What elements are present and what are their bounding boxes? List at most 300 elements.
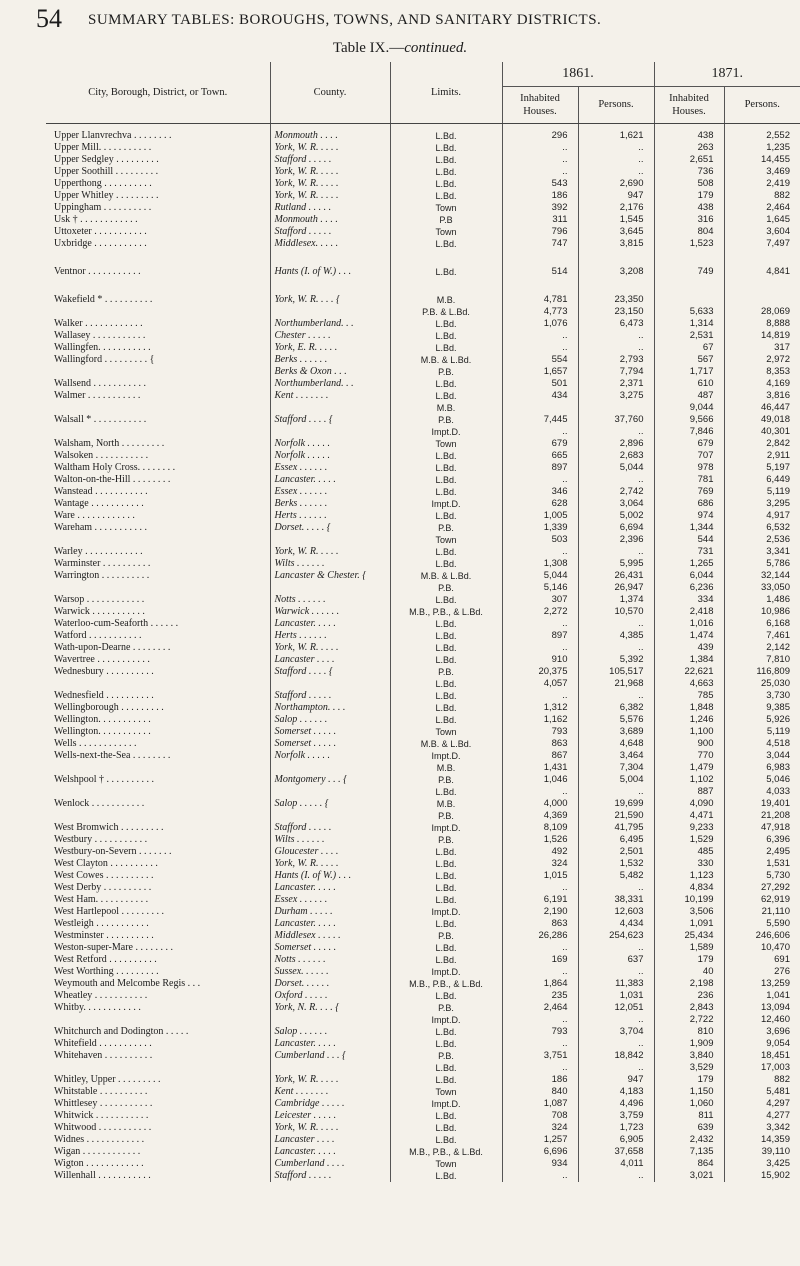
persons-1861-cell: 2,742	[578, 486, 654, 498]
empty-cell	[270, 250, 390, 266]
houses-1861-cell: ..	[502, 474, 578, 486]
place-cell: Willenhall . . . . . . . . . . .	[54, 1170, 151, 1181]
place-cell: Wednesbury . . . . . . . . . .	[54, 666, 154, 677]
houses-1871-cell: 731	[654, 546, 724, 558]
persons-1871-cell: 6,396	[724, 834, 800, 846]
persons-1861-cell: 2,176	[578, 202, 654, 214]
limits-cell: M.B., P.B., & L.Bd.	[390, 978, 502, 990]
persons-1871-cell: 49,018	[724, 414, 800, 426]
houses-1871-cell: 4,471	[654, 810, 724, 822]
county-cell: Lancaster. . . . .	[270, 1038, 390, 1050]
place-cell: Walsoken . . . . . . . . . . .	[54, 450, 149, 461]
houses-1871-cell: 330	[654, 858, 724, 870]
place-cell: Wantage . . . . . . . . . . .	[54, 498, 144, 509]
houses-1871-cell: 679	[654, 438, 724, 450]
table-row	[46, 990, 800, 1002]
limits-cell: Town	[390, 534, 502, 546]
table-row	[46, 1098, 800, 1110]
persons-1861-cell: ..	[578, 966, 654, 978]
houses-1871-cell: 1,384	[654, 654, 724, 666]
limits-cell: L.Bd.	[390, 238, 502, 250]
table-row	[46, 306, 800, 318]
houses-1871-cell: 179	[654, 1074, 724, 1086]
houses-1871-cell: 900	[654, 738, 724, 750]
table-row	[46, 498, 800, 510]
persons-1861-cell: 6,694	[578, 522, 654, 534]
houses-1871-cell: 770	[654, 750, 724, 762]
county-cell: York, W. R. . . . .	[270, 858, 390, 870]
houses-1871-cell: 3,021	[654, 1170, 724, 1182]
persons-1871-cell: 4,033	[724, 786, 800, 798]
persons-1861-cell: 5,004	[578, 774, 654, 786]
table-row	[46, 510, 800, 522]
persons-1861-cell: 10,570	[578, 606, 654, 618]
table-row	[46, 570, 800, 582]
houses-1871-cell: 810	[654, 1026, 724, 1038]
persons-1861-cell: 2,371	[578, 378, 654, 390]
limits-cell: Town	[390, 202, 502, 214]
county-cell: York, W. R. . . . .	[270, 546, 390, 558]
persons-1871-cell: 47,918	[724, 822, 800, 834]
persons-1871-cell: 5,786	[724, 558, 800, 570]
table-row	[46, 822, 800, 834]
empty-cell	[46, 278, 270, 294]
houses-1861-cell: ..	[502, 546, 578, 558]
limits-cell: L.Bd.	[390, 330, 502, 342]
houses-1861-cell: 1,087	[502, 1098, 578, 1110]
houses-1861-cell: 434	[502, 390, 578, 402]
table-row	[46, 1170, 800, 1182]
persons-1871-cell: 14,819	[724, 330, 800, 342]
houses-1871-cell: 263	[654, 142, 724, 154]
persons-1871-cell: 32,144	[724, 570, 800, 582]
houses-1861-cell: ..	[502, 142, 578, 154]
persons-1871-cell: 3,816	[724, 390, 800, 402]
county-cell: Lancaster. . . . .	[270, 918, 390, 930]
houses-1871-cell: 438	[654, 202, 724, 214]
table-row	[46, 618, 800, 630]
persons-1861-cell: 4,385	[578, 630, 654, 642]
table-row	[46, 762, 800, 774]
houses-1871-cell: 2,722	[654, 1014, 724, 1026]
persons-1861-cell: 41,795	[578, 822, 654, 834]
limits-cell: L.Bd.	[390, 1122, 502, 1134]
persons-1861-cell: 11,383	[578, 978, 654, 990]
persons-1861-cell: 637	[578, 954, 654, 966]
limits-cell: Town	[390, 1158, 502, 1170]
houses-1871-cell: 3,840	[654, 1050, 724, 1062]
place-cell: Upper Soothill . . . . . . . . .	[54, 166, 159, 177]
county-cell: York, W. R. . . . .	[270, 190, 390, 202]
houses-1871-cell: 1,246	[654, 714, 724, 726]
county-cell: Stafford . . . . .	[270, 1170, 390, 1182]
place-cell: Uppingham . . . . . . . . . .	[54, 202, 152, 213]
empty-cell	[724, 250, 800, 266]
county-cell	[270, 810, 390, 822]
county-cell: Berks . . . . . .	[270, 354, 390, 366]
limits-cell: P.B.	[390, 582, 502, 594]
limits-cell: L.Bd.	[390, 342, 502, 354]
county-cell: Herts . . . . . .	[270, 630, 390, 642]
houses-1861-cell: 6,191	[502, 894, 578, 906]
place-cell	[46, 582, 270, 594]
persons-1871-cell: 4,169	[724, 378, 800, 390]
table-row	[46, 654, 800, 666]
persons-1861-cell: 1,545	[578, 214, 654, 226]
persons-1861-cell: 1,723	[578, 1122, 654, 1134]
persons-1861-cell: 38,331	[578, 894, 654, 906]
place-cell: Uxbridge . . . . . . . . . . .	[54, 238, 147, 249]
houses-1871-cell: 1,016	[654, 618, 724, 630]
county-cell: Lancaster & Chester. {	[270, 570, 390, 582]
persons-1861-cell: 2,396	[578, 534, 654, 546]
limits-cell: Impt.D.	[390, 906, 502, 918]
houses-1861-cell: 554	[502, 354, 578, 366]
persons-1861-cell: 37,760	[578, 414, 654, 426]
place-cell: Wath-upon-Dearne . . . . . . . .	[54, 642, 171, 653]
houses-1871-cell: 4,090	[654, 798, 724, 810]
persons-1871-cell: 4,297	[724, 1098, 800, 1110]
persons-1861-cell: 5,995	[578, 558, 654, 570]
table-row	[46, 266, 800, 278]
limits-cell: L.Bd.	[390, 690, 502, 702]
limits-cell: L.Bd.	[390, 714, 502, 726]
limits-cell: L.Bd.	[390, 1170, 502, 1182]
empty-cell	[270, 278, 390, 294]
persons-1871-cell: 5,119	[724, 726, 800, 738]
houses-1871-cell: 7,846	[654, 426, 724, 438]
county-cell: Stafford . . . . .	[270, 154, 390, 166]
persons-1871-cell: 5,590	[724, 918, 800, 930]
houses-1861-cell: 897	[502, 462, 578, 474]
persons-1861-cell: 3,704	[578, 1026, 654, 1038]
table-row	[46, 966, 800, 978]
houses-1861-cell: 628	[502, 498, 578, 510]
place-cell: Watford . . . . . . . . . . .	[54, 630, 142, 641]
houses-1861-cell: 26,286	[502, 930, 578, 942]
county-cell: Essex . . . . . .	[270, 894, 390, 906]
persons-1861-cell: ..	[578, 1038, 654, 1050]
county-cell: Sussex. . . . . .	[270, 966, 390, 978]
houses-1861-cell: 863	[502, 738, 578, 750]
houses-1861-cell: ..	[502, 642, 578, 654]
persons-1871-cell: 1,531	[724, 858, 800, 870]
table-row	[46, 546, 800, 558]
houses-1861-cell: 708	[502, 1110, 578, 1122]
persons-1871-cell: 18,451	[724, 1050, 800, 1062]
persons-1871-cell: 246,606	[724, 930, 800, 942]
table-row	[46, 366, 800, 378]
empty-cell	[390, 278, 502, 294]
houses-1861-cell: 4,369	[502, 810, 578, 822]
houses-1861-cell: 1,005	[502, 510, 578, 522]
persons-1871-cell: 62,919	[724, 894, 800, 906]
houses-1861-cell: 1,076	[502, 318, 578, 330]
county-cell: Cumberland . . . .	[270, 1158, 390, 1170]
persons-1871-cell: 1,486	[724, 594, 800, 606]
table-row	[46, 190, 800, 202]
county-cell: Norfolk . . . . .	[270, 750, 390, 762]
county-cell: Essex . . . . . .	[270, 462, 390, 474]
county-cell: Notts . . . . . .	[270, 954, 390, 966]
persons-1861-cell: 254,623	[578, 930, 654, 942]
houses-1861-cell: 897	[502, 630, 578, 642]
place-cell: Warrington . . . . . . . . . .	[54, 570, 150, 581]
place-cell: Wheatley . . . . . . . . . . .	[54, 990, 148, 1001]
houses-1871-cell: 1,909	[654, 1038, 724, 1050]
limits-cell: P.B.	[390, 522, 502, 534]
houses-1861-cell: 1,339	[502, 522, 578, 534]
houses-1861-cell: 4,781	[502, 294, 578, 306]
place-cell	[46, 1014, 270, 1026]
limits-cell: L.Bd.	[390, 990, 502, 1002]
header-1861: 1861.	[502, 62, 654, 87]
houses-1871-cell: 544	[654, 534, 724, 546]
limits-cell: P.B.	[390, 834, 502, 846]
persons-1861-cell: 21,590	[578, 810, 654, 822]
table-row	[46, 1026, 800, 1038]
persons-1871-cell: 9,385	[724, 702, 800, 714]
table-row	[46, 810, 800, 822]
place-cell: Wigton . . . . . . . . . . . .	[54, 1158, 144, 1169]
persons-1861-cell: 2,683	[578, 450, 654, 462]
place-cell: Wednesfield . . . . . . . . . .	[54, 690, 154, 701]
limits-cell: L.Bd.	[390, 1026, 502, 1038]
houses-1871-cell: 1,123	[654, 870, 724, 882]
table-row	[46, 594, 800, 606]
houses-1871-cell: 1,589	[654, 942, 724, 954]
county-cell: Lancaster . . . .	[270, 654, 390, 666]
houses-1861-cell: 3,751	[502, 1050, 578, 1062]
table-row	[46, 882, 800, 894]
place-cell: West Ham. . . . . . . . . . .	[54, 894, 149, 905]
place-cell: West Bromwich . . . . . . . . .	[54, 822, 164, 833]
houses-1871-cell: 2,418	[654, 606, 724, 618]
persons-1871-cell: 25,030	[724, 678, 800, 690]
persons-1871-cell: 6,168	[724, 618, 800, 630]
limits-cell: M.B., P.B., & L.Bd.	[390, 606, 502, 618]
houses-1861-cell: 796	[502, 226, 578, 238]
persons-1861-cell: 7,794	[578, 366, 654, 378]
limits-cell: L.Bd.	[390, 390, 502, 402]
place-cell: West Worthing . . . . . . . . .	[54, 966, 159, 977]
houses-1871-cell	[654, 294, 724, 306]
limits-cell: P.B.	[390, 366, 502, 378]
empty-cell	[390, 250, 502, 266]
persons-1861-cell: ..	[578, 882, 654, 894]
persons-1871-cell: 3,342	[724, 1122, 800, 1134]
limits-cell: Impt.D.	[390, 1098, 502, 1110]
place-cell: Whitchurch and Dodington . . . . .	[54, 1026, 189, 1037]
limits-cell: L.Bd.	[390, 654, 502, 666]
limits-cell: M.B.	[390, 762, 502, 774]
county-cell: Cambridge . . . . .	[270, 1098, 390, 1110]
houses-1861-cell: 1,162	[502, 714, 578, 726]
houses-1871-cell: 9,566	[654, 414, 724, 426]
county-cell: Kent . . . . . . .	[270, 1086, 390, 1098]
houses-1861-cell: 2,272	[502, 606, 578, 618]
persons-1871-cell: 1,235	[724, 142, 800, 154]
persons-1861-cell: 3,815	[578, 238, 654, 250]
place-cell: Upper Mill. . . . . . . . . . .	[54, 142, 152, 153]
persons-1871-cell: 6,532	[724, 522, 800, 534]
persons-1861-cell: 5,392	[578, 654, 654, 666]
caption-continued: continued.	[404, 40, 468, 56]
county-cell: Rutland . . . . .	[270, 202, 390, 214]
houses-1861-cell: ..	[502, 154, 578, 166]
county-cell: Stafford . . . . .	[270, 822, 390, 834]
houses-1871-cell: 1,344	[654, 522, 724, 534]
persons-1861-cell: 5,002	[578, 510, 654, 522]
persons-1861-cell: 5,482	[578, 870, 654, 882]
limits-cell: L.Bd.	[390, 266, 502, 278]
persons-1871-cell: 12,460	[724, 1014, 800, 1026]
limits-cell: Town	[390, 1086, 502, 1098]
table-row	[46, 378, 800, 390]
county-cell: Leicester . . . . .	[270, 1110, 390, 1122]
table-row	[46, 1014, 800, 1026]
place-cell: Whitby. . . . . . . . . . . .	[54, 1002, 141, 1013]
houses-1861-cell: 4,057	[502, 678, 578, 690]
houses-1871-cell: 1,717	[654, 366, 724, 378]
persons-1871-cell: 2,552	[724, 124, 800, 143]
table-row	[46, 870, 800, 882]
table-row	[46, 942, 800, 954]
limits-cell: Impt.D.	[390, 750, 502, 762]
table-row	[46, 1074, 800, 1086]
empty-cell	[654, 278, 724, 294]
houses-1861-cell: 1,257	[502, 1134, 578, 1146]
county-cell: York, E. R. . . . .	[270, 342, 390, 354]
place-cell: Wallasey . . . . . . . . . . .	[54, 330, 146, 341]
limits-cell: L.Bd.	[390, 678, 502, 690]
persons-1871-cell: 3,469	[724, 166, 800, 178]
limits-cell: Town	[390, 438, 502, 450]
limits-cell: L.Bd.	[390, 190, 502, 202]
persons-1861-cell: 1,374	[578, 594, 654, 606]
county-cell: Hants (I. of W.) . . .	[270, 870, 390, 882]
place-cell: Wareham . . . . . . . . . . .	[54, 522, 148, 533]
persons-1871-cell: 276	[724, 966, 800, 978]
houses-1861-cell: ..	[502, 330, 578, 342]
place-cell: Westminster . . . . . . . . . .	[54, 930, 154, 941]
county-cell	[270, 534, 390, 546]
table-row	[46, 1062, 800, 1074]
table-row	[46, 786, 800, 798]
persons-1861-cell: 3,759	[578, 1110, 654, 1122]
place-cell: Warminster . . . . . . . . . .	[54, 558, 151, 569]
persons-1861-cell: 5,044	[578, 462, 654, 474]
limits-cell: L.Bd.	[390, 954, 502, 966]
persons-1871-cell: 2,536	[724, 534, 800, 546]
houses-1871-cell: 4,663	[654, 678, 724, 690]
houses-1871-cell: 40	[654, 966, 724, 978]
header-persons-1861: Persons.	[578, 87, 654, 124]
table-row	[46, 798, 800, 810]
persons-1861-cell: 5,576	[578, 714, 654, 726]
table-row	[46, 438, 800, 450]
houses-1861-cell: ..	[502, 342, 578, 354]
persons-1871-cell: 116,809	[724, 666, 800, 678]
houses-1861-cell: 863	[502, 918, 578, 930]
houses-1871-cell: 5,633	[654, 306, 724, 318]
county-cell: Middlesex. . . . .	[270, 238, 390, 250]
limits-cell: L.Bd.	[390, 486, 502, 498]
persons-1861-cell: 3,645	[578, 226, 654, 238]
limits-cell: L.Bd.	[390, 154, 502, 166]
limits-cell: P.B.	[390, 810, 502, 822]
houses-1861-cell: 20,375	[502, 666, 578, 678]
houses-1861-cell: 1,308	[502, 558, 578, 570]
houses-1861-cell: ..	[502, 166, 578, 178]
limits-cell: L.Bd.	[390, 858, 502, 870]
persons-1861-cell: ..	[578, 618, 654, 630]
table-row	[46, 930, 800, 942]
county-cell: Middlesex . . . . .	[270, 930, 390, 942]
houses-1871-cell: 610	[654, 378, 724, 390]
place-cell: Weston-super-Mare . . . . . . . .	[54, 942, 173, 953]
houses-1861-cell: 7,445	[502, 414, 578, 426]
persons-1871-cell: 5,481	[724, 1086, 800, 1098]
houses-1861-cell: 840	[502, 1086, 578, 1098]
persons-1871-cell: 5,046	[724, 774, 800, 786]
persons-1871-cell: 4,917	[724, 510, 800, 522]
persons-1871-cell: 39,110	[724, 1146, 800, 1158]
county-cell: Northampton. . . .	[270, 702, 390, 714]
houses-1861-cell: 169	[502, 954, 578, 966]
houses-1871-cell: 6,236	[654, 582, 724, 594]
limits-cell: L.Bd.	[390, 1110, 502, 1122]
table-row	[46, 738, 800, 750]
houses-1871-cell: 2,531	[654, 330, 724, 342]
persons-1871-cell: 2,419	[724, 178, 800, 190]
houses-1871-cell: 785	[654, 690, 724, 702]
header-place: City, Borough, District, or Town.	[46, 62, 270, 124]
county-cell: York, W. R. . . . .	[270, 142, 390, 154]
persons-1871-cell: 27,292	[724, 882, 800, 894]
houses-1861-cell: 6,696	[502, 1146, 578, 1158]
limits-cell: L.Bd.	[390, 594, 502, 606]
limits-cell: L.Bd.	[390, 918, 502, 930]
table-row	[46, 858, 800, 870]
empty-cell	[654, 250, 724, 266]
limits-cell: L.Bd.	[390, 546, 502, 558]
table-row	[46, 414, 800, 426]
houses-1861-cell: 793	[502, 1026, 578, 1038]
limits-cell: M.B. & L.Bd.	[390, 354, 502, 366]
county-cell: Lancaster . . . .	[270, 1134, 390, 1146]
persons-1861-cell: 26,431	[578, 570, 654, 582]
limits-cell: P.B.	[390, 1002, 502, 1014]
houses-1871-cell: 1,060	[654, 1098, 724, 1110]
place-cell: West Retford . . . . . . . . . .	[54, 954, 157, 965]
houses-1861-cell: ..	[502, 942, 578, 954]
table-row	[46, 666, 800, 678]
houses-1861-cell: ..	[502, 1038, 578, 1050]
county-cell: Somerset . . . . .	[270, 726, 390, 738]
empty-cell	[502, 250, 578, 266]
persons-1861-cell: ..	[578, 474, 654, 486]
place-cell: Upper Sedgley . . . . . . . . .	[54, 154, 159, 165]
houses-1871-cell: 1,474	[654, 630, 724, 642]
persons-1871-cell: 13,259	[724, 978, 800, 990]
houses-1871-cell: 1,523	[654, 238, 724, 250]
persons-1871-cell: 5,730	[724, 870, 800, 882]
summary-table	[46, 62, 800, 1182]
houses-1861-cell: 307	[502, 594, 578, 606]
houses-1871-cell: 6,044	[654, 570, 724, 582]
limits-cell: P.B.	[390, 414, 502, 426]
